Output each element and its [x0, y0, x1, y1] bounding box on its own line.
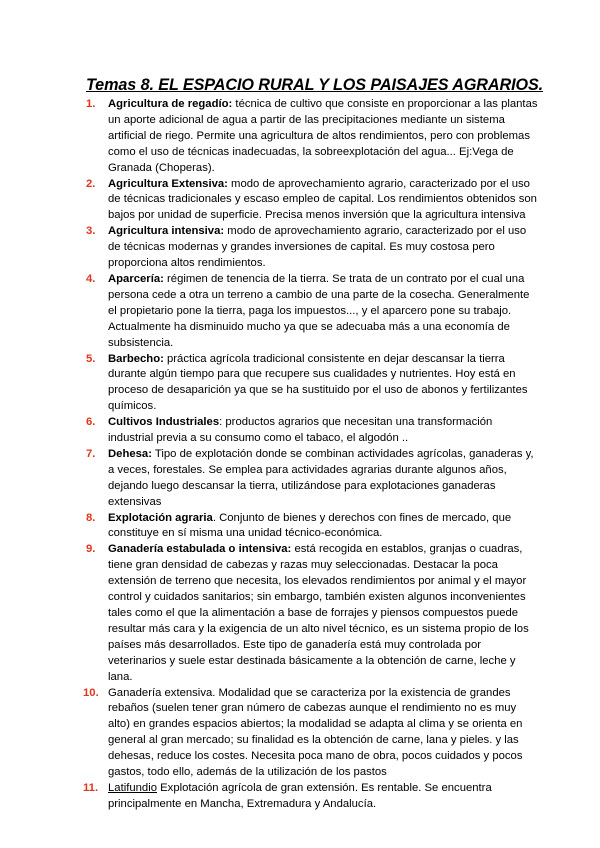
item-definition: régimen de tenencia de la tierra. Se trata de un contrato por el cual una persona cede a otra un terreno a cambio de una parte de la cosecha. Generalmente el propietario pone la tierra, paga los impuestos..., y el aparcero pone su trabajo. Actualmente ha disminuido mucho ya que se adecuaba más a una economía de subsistencia. [108, 272, 530, 349]
item-term: Dehesa: [108, 447, 152, 460]
item-number: 10. [83, 686, 99, 699]
item-number: 9. [86, 543, 96, 556]
item-number: 3. [86, 225, 96, 238]
item-term: Barbecho: [108, 352, 164, 365]
item-term: Agricultura intensiva: [108, 225, 225, 238]
item-definition: modo de aprovechamiento agrario, caracterizado por el uso de técnicas modernas y grandes inversiones de capital. Es muy costosa pero proporciona altos rendimientos. [108, 225, 527, 270]
item-number: 7. [86, 447, 96, 460]
glossary-item-intensiva [0, 224, 600, 272]
item-term: Explotación agraria [108, 511, 213, 524]
item-term: Ganadería estabulada o intensiva: [108, 543, 292, 556]
glossary-item-dehesa [0, 447, 600, 511]
glossary-item-regadio [0, 97, 600, 177]
item-term: Cultivos Industriales [108, 416, 220, 429]
glossary-item-barbecho [0, 352, 600, 416]
glossary-item-aparceria [0, 272, 600, 352]
item-number: 2. [86, 177, 96, 190]
item-definition: Tipo de explotación donde se combinan actividades agrícolas, ganaderas y, a veces, forestales. Se emplea para actividades agrarias durante algunos años, dejando luego descansar la tierra, utilizándose para explotaciones ganaderas extensivas [108, 447, 534, 508]
item-definition: práctica agrícola tradicional consistente en dejar descansar la tierra durante algún tiempo para que recupere sus cualidades y nutrientes. Hoy está en proceso de desaparición ya que se ha sustituido por el uso de abonos y fertilizantes químicos. [108, 352, 528, 413]
glossary-item-extensiva [0, 177, 600, 225]
item-term: Latifundio [108, 781, 157, 794]
item-definition: . Conjunto de bienes y derechos con fines de mercado, que constituye en sí misma una unidad técnico-económica. [108, 511, 512, 540]
item-term: Agricultura de regadío: [108, 98, 233, 110]
item-definition: : productos agrarios que necesitan una transformación industrial previa a su consumo como el tabaco, el algodón .. [108, 416, 493, 445]
item-term: Aparcería: [108, 272, 164, 285]
glossary-item-latifundio [0, 781, 600, 813]
item-number: 11. [83, 781, 99, 794]
glossary-item-cultivos-industriales [0, 415, 600, 447]
glossary-item-ganaderia-extensiva [0, 686, 600, 781]
item-definition: Ganadería extensiva. Modalidad que se caracteriza por la existencia de grandes rebaños (suelen tener gran número de cabezas aunque el rendimiento no es muy alto) en grandes espacios abiertos; la modalidad se adapta al clima y se orienta en general al gran mercado; su finalidad es la obtención de carne, lana y pieles. y las dehesas, reduce los costes. Necesita poca mano de obra, pocos cuidados y pocos gastos, todo ello, además de la utilización de los pastos [108, 686, 523, 779]
item-number: 8. [86, 511, 96, 524]
item-definition: técnica de cultivo que consiste en proporcionar a las plantas un aporte adicional de agua a partir de las precipitaciones mediante un sistema artificial de riego. Permite una agricultura de altos rendimientos, pero con problemas como el uso de técnicas inadecuadas, la sobreexplotación del agua... Ej:Vega de Granada (Choperas). [108, 98, 538, 174]
item-number: 5. [86, 352, 96, 365]
item-definition: está recogida en establos, granjas o cuadras, tiene gran densidad de cabezas y razas muy seleccionadas. Destacar la poca extensión de terreno que necesita, los elevados rendimientos por animal y el mayor control y cuidados sanitarios; sin embargo, también existen algunos inconvenientes tales como el que la alimentación a base de forrajes y piensos compuestos puede resultar más cara y la exigencia de un alto nivel técnico, es un sistema propio de los países más desarrollados. Este tipo de ganadería está muy controlada por veterinarios y suele estar destinada básicamente a la obtención de carne, leche y lana. [108, 543, 529, 683]
item-definition: modo de aprovechamiento agrario, caracterizado por el uso de técnicas tradicionales y escaso empleo de capital. Los rendimientos obtenidos son bajos por unidad de superficie. Precisa menos inversión que la agricultura intensiva [108, 177, 537, 222]
glossary-list [0, 97, 600, 813]
item-number: 4. [86, 272, 96, 285]
item-number: 6. [86, 416, 96, 429]
glossary-item-ganaderia-estabulada [0, 542, 600, 685]
item-term: Agricultura Extensiva: [108, 177, 228, 190]
document-title: Temas 8. EL ESPACIO RURAL Y LOS PAISAJES AGRARIOS. [86, 76, 544, 94]
item-number: 1. [86, 98, 96, 110]
item-definition: Explotación agrícola de gran extensión. Es rentable. Se encuentra principalmente en Mancha, Extremadura y Andalucía. [108, 781, 492, 810]
glossary-item-explotacion-agraria [0, 511, 600, 543]
